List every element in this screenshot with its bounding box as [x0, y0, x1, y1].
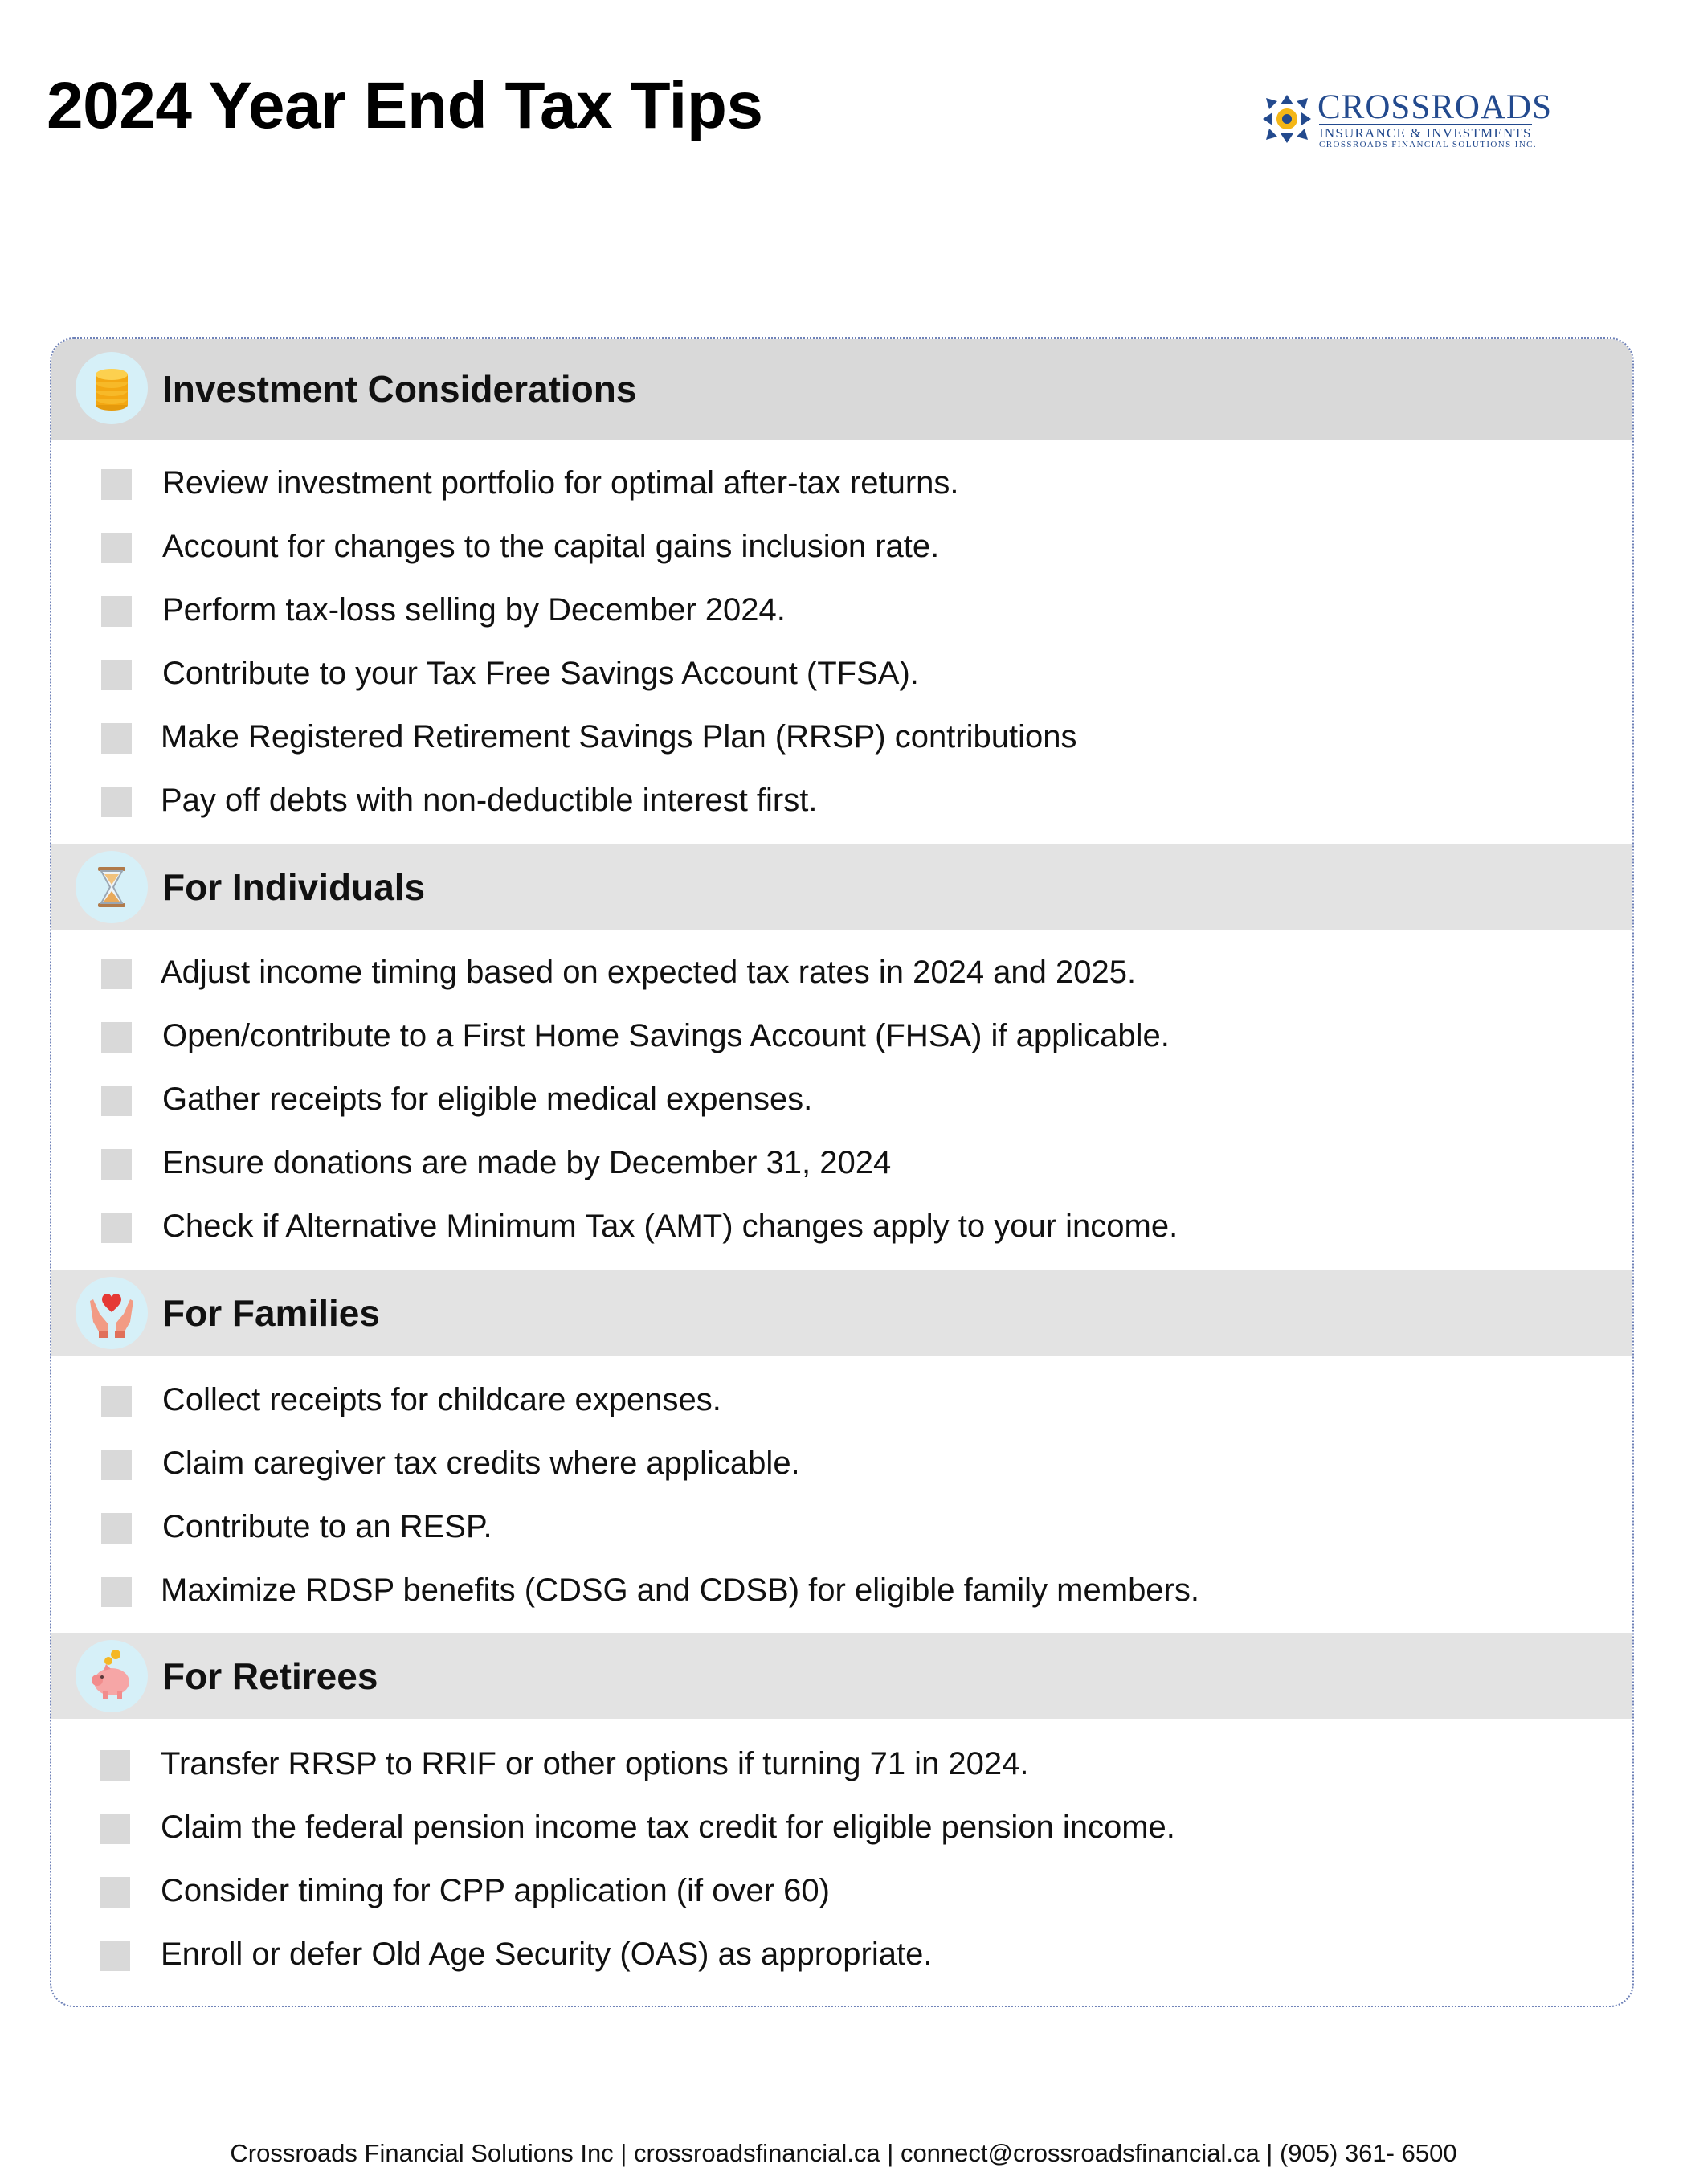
checklist-item[interactable] — [101, 1803, 1547, 1851]
item-label: Transfer RRSP to RRIF or other options if turning 71 in 2024. — [161, 1746, 1029, 1781]
checkbox[interactable] — [101, 1513, 132, 1544]
item-label: Contribute to an RESP. — [162, 1509, 492, 1544]
crossroads-logo — [1261, 90, 1583, 148]
checkbox[interactable] — [101, 1386, 132, 1417]
item-label: Contribute to your Tax Free Savings Account (TFSA). — [162, 656, 919, 691]
item-label: Consider timing for CPP application (if over 60) — [161, 1873, 830, 1908]
item-label: Review investment portfolio for optimal after-tax returns. — [162, 465, 959, 501]
checkbox[interactable] — [101, 959, 132, 989]
checkbox[interactable] — [101, 1450, 132, 1480]
checkbox[interactable] — [100, 1750, 130, 1781]
crossroads-logo-icon — [1261, 93, 1313, 145]
checklist-item[interactable] — [101, 1930, 1547, 1978]
checkbox[interactable] — [101, 723, 132, 754]
hourglass-icon — [76, 851, 148, 923]
checklist-item[interactable] — [101, 1503, 1547, 1551]
item-label: Perform tax-loss selling by December 2024. — [162, 592, 786, 628]
checkbox[interactable] — [101, 787, 132, 817]
item-label: Open/contribute to a First Home Savings Account (FHSA) if applicable. — [162, 1018, 1170, 1053]
item-label: Account for changes to the capital gains inclusion rate. — [162, 529, 940, 564]
piggy-bank-icon — [76, 1640, 148, 1712]
checkbox[interactable] — [100, 1877, 130, 1908]
checklist-item[interactable] — [101, 1202, 1547, 1250]
item-label: Pay off debts with non-deductible interest first. — [161, 783, 818, 818]
coins-icon — [76, 352, 148, 424]
item-label: Adjust income timing based on expected tax rates in 2024 and 2025. — [161, 955, 1137, 990]
checklist-item[interactable] — [101, 1139, 1547, 1187]
section-header-retirees — [51, 1633, 1632, 1719]
checklist-item[interactable] — [101, 1566, 1547, 1614]
section-title-individuals: For Individuals — [162, 866, 426, 908]
section-title-retirees: For Retirees — [162, 1655, 378, 1697]
logo-name: CROSSROADS — [1317, 88, 1552, 126]
checklist-item[interactable] — [101, 649, 1547, 697]
logo-tagline: INSURANCE & INVESTMENTS — [1319, 125, 1532, 141]
checkbox[interactable] — [101, 1213, 132, 1243]
item-label: Make Registered Retirement Savings Plan (RRSP) contributions — [161, 719, 1077, 755]
section-header-individuals — [51, 844, 1632, 930]
checkbox[interactable] — [101, 1022, 132, 1053]
checklist-item[interactable] — [101, 459, 1547, 507]
checklist-item[interactable] — [101, 1075, 1547, 1123]
item-label: Maximize RDSP benefits (CDSG and CDSB) for eligible family members. — [161, 1573, 1199, 1608]
checklist-item[interactable] — [101, 1439, 1547, 1487]
item-label: Ensure donations are made by December 31, 2024 — [162, 1145, 892, 1180]
section-title-investment: Investment Considerations — [162, 368, 637, 410]
checkbox[interactable] — [101, 660, 132, 690]
checkbox[interactable] — [100, 1814, 130, 1844]
section-header-families — [51, 1270, 1632, 1356]
section-title-families: For Families — [162, 1292, 380, 1334]
checklist-item[interactable] — [101, 776, 1547, 824]
checklist-item[interactable] — [101, 713, 1547, 761]
checklist-item[interactable] — [101, 1867, 1547, 1915]
checklist-item[interactable] — [101, 586, 1547, 634]
logo-company: CROSSROADS FINANCIAL SOLUTIONS INC. — [1319, 140, 1538, 149]
checkbox[interactable] — [101, 469, 132, 500]
item-label: Collect receipts for childcare expenses. — [162, 1382, 721, 1417]
checklist-item[interactable] — [101, 1012, 1547, 1060]
checklist-item[interactable] — [101, 1376, 1547, 1424]
checklist-item[interactable] — [101, 1740, 1547, 1788]
checklist-item[interactable] — [101, 522, 1547, 571]
checkbox[interactable] — [101, 533, 132, 563]
item-label: Gather receipts for eligible medical expenses. — [162, 1082, 813, 1117]
page-title: 2024 Year End Tax Tips — [47, 69, 763, 142]
checkbox[interactable] — [101, 1577, 132, 1607]
item-label: Claim the federal pension income tax credit for eligible pension income. — [161, 1810, 1175, 1845]
section-header-investment — [51, 339, 1632, 440]
item-label: Check if Alternative Minimum Tax (AMT) changes apply to your income. — [162, 1209, 1178, 1244]
checkbox[interactable] — [101, 1149, 132, 1180]
checkbox[interactable] — [101, 1086, 132, 1116]
footer-contact: Crossroads Financial Solutions Inc | crossroadsfinancial.ca | connect@crossroadsfinancial.ca | (905) 361- 6500 — [230, 2139, 1457, 2167]
checklist-item[interactable] — [101, 948, 1547, 996]
item-label: Claim caregiver tax credits where applicable. — [162, 1446, 800, 1481]
item-label: Enroll or defer Old Age Security (OAS) as appropriate. — [161, 1937, 933, 1972]
tax-tips-card — [50, 337, 1634, 2007]
checkbox[interactable] — [101, 596, 132, 627]
checkbox[interactable] — [100, 1941, 130, 1971]
hands-heart-icon — [76, 1277, 148, 1349]
